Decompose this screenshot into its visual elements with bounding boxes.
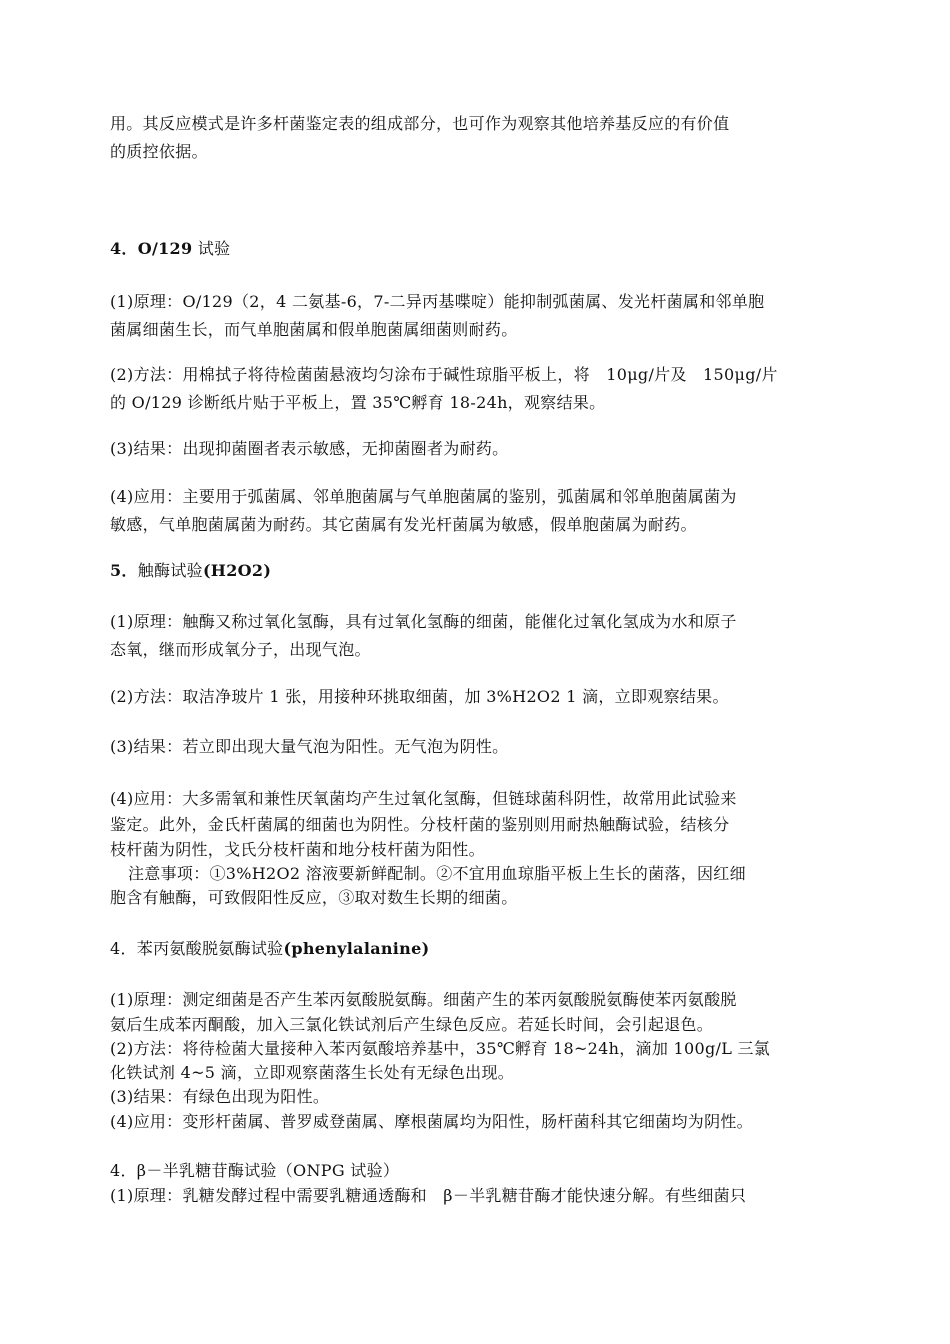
catalase-note-line-1: 注意事项：①3%H2O2 溶液要新鲜配制。②不宜用血琼脂平板上生长的菌落，因红细 — [128, 864, 746, 883]
phenylalanine-principle-line-2: 氨后生成苯丙酮酸，加入三氯化铁试剂后产生绿色反应。若延长时间，会引起退色。 — [110, 1015, 714, 1034]
o129-method-line-1: (2)方法：用棉拭子将待检菌菌悬液均匀涂布于碱性琼脂平板上，将 10μg/片及 150μg/片 — [110, 365, 778, 384]
section-number: 5． — [110, 561, 138, 580]
o129-principle-line-1: (1)原理：O/129（2，4 二氨基-6，7-二异丙基喋啶）能抑制弧菌属、发光杆菌属和邻单胞 — [110, 292, 765, 311]
catalase-application-line-1: (4)应用：大多需氧和兼性厌氧菌均产生过氧化氢酶，但链球菌科阴性，故常用此试验来 — [110, 789, 737, 808]
catalase-result-line-1: (3)结果：若立即出现大量气泡为阳性。无气泡为阴性。 — [110, 737, 509, 756]
catalase-application-line-2: 鉴定。此外，金氏杆菌属的细菌也为阴性。分枝杆菌的鉴别则用耐热触酶试验，结核分 — [110, 815, 730, 834]
phenylalanine-method-line-2: 化铁试剂 4~5 滴，立即观察菌落生长处有无绿色出现。 — [110, 1063, 515, 1082]
phenylalanine-result-line-1: (3)结果：有绿色出现为阳性。 — [110, 1087, 330, 1106]
section-number: 4． — [110, 239, 138, 258]
catalase-principle-line-1: (1)原理：触酶又称过氧化氢酶，具有过氧化氢酶的细菌，能催化过氧化氢成为水和原子 — [110, 612, 737, 631]
catalase-note-line-2: 胞含有触酶，可致假阳性反应，③取对数生长期的细菌。 — [110, 888, 518, 907]
o129-principle-line-2: 菌属细菌生长，而气单胞菌属和假单胞菌属细菌则耐药。 — [110, 320, 518, 339]
onpg-principle-line-1: (1)原理：乳糖发酵过程中需要乳糖通透酶和 β－半乳糖苷酶才能快速分解。有些细菌只 — [110, 1186, 747, 1205]
section-heading-onpg: 4．β－半乳糖苷酶试验（ONPG 试验） — [110, 1161, 400, 1180]
phenylalanine-method-line-1: (2)方法：将待检菌大量接种入苯丙氨酸培养基中，35℃孵育 18~24h，滴加 100g/L 三氯 — [110, 1039, 771, 1058]
catalase-application-line-3: 枝杆菌为阴性，戈氏分枝杆菌和地分枝杆菌为阳性。 — [110, 840, 485, 859]
section-title: 试验 — [192, 239, 231, 258]
catalase-method-line-1: (2)方法：取洁净玻片 1 张，用接种环挑取细菌，加 3%H2O2 1 滴，立即观察结果。 — [110, 687, 729, 706]
section-title: 触酶试验 — [137, 561, 203, 580]
section-code: O/129 — [137, 239, 193, 258]
phenylalanine-principle-line-1: (1)原理：测定细菌是否产生苯丙氨酸脱氨酶。细菌产生的苯丙氨酸脱氨酶使苯丙氨酸脱 — [110, 990, 737, 1009]
section-code: (phenylalanine) — [283, 939, 430, 958]
section-heading-o129 — [110, 235, 842, 263]
o129-method-line-2: 的 O/129 诊断纸片贴于平板上，置 35℃孵育 18-24h，观察结果。 — [110, 393, 606, 412]
intro-line-1: 用。其反应模式是许多杆菌鉴定表的组成部分，也可作为观察其他培养基反应的有价值 — [110, 114, 730, 133]
o129-result-line-1: (3)结果：出现抑菌圈者表示敏感，无抑菌圈者为耐药。 — [110, 439, 509, 458]
section-number: 4． — [110, 939, 137, 958]
section-code: (H2O2) — [202, 561, 272, 580]
phenylalanine-application-line-1: (4)应用：变形杆菌属、普罗威登菌属、摩根菌属均为阳性，肠杆菌科其它细菌均为阴性。 — [110, 1112, 753, 1131]
o129-application-line-1: (4)应用：主要用于弧菌属、邻单胞菌属与气单胞菌属的鉴别，弧菌属和邻单胞菌属菌为 — [110, 487, 737, 506]
intro-line-2: 的质控依据。 — [110, 142, 208, 161]
o129-application-line-2: 敏感，气单胞菌属菌为耐药。其它菌属有发光杆菌属为敏感，假单胞菌属为耐药。 — [110, 515, 697, 534]
section-heading-catalase — [110, 557, 842, 585]
section-title: 苯丙氨酸脱氨酶试验 — [136, 939, 284, 958]
section-heading-phenylalanine — [110, 935, 842, 963]
catalase-principle-line-2: 态氧，继而形成氧分子，出现气泡。 — [110, 640, 371, 659]
